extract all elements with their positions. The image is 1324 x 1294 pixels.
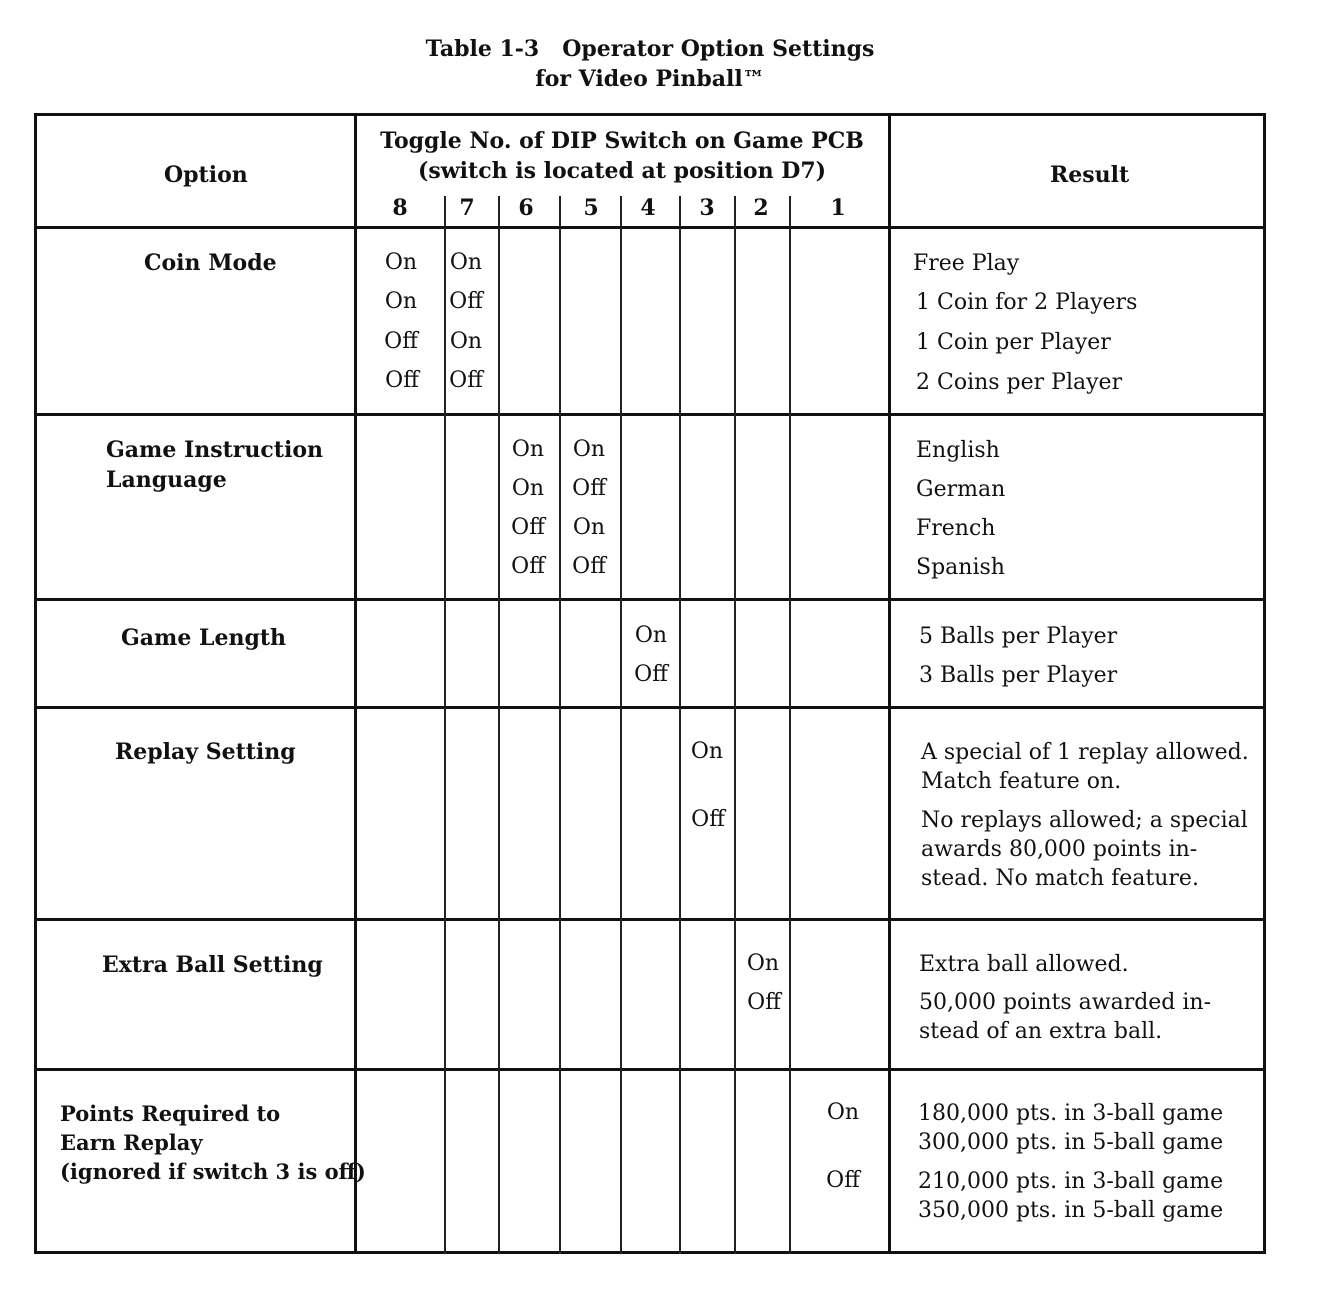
coin-s7: On	[449, 250, 483, 275]
coin-s8: On	[384, 289, 418, 314]
points-result-off	[918, 1167, 1223, 1225]
replay-s3: On	[690, 739, 724, 764]
option-line: Points Required to	[60, 1101, 281, 1126]
length-result: 3 Balls per Player	[919, 663, 1118, 688]
lang-result: English	[916, 438, 1000, 463]
lang-s5: On	[572, 437, 606, 462]
switch-divider	[444, 196, 446, 1254]
result-line: No replays allowed; a special	[921, 808, 1248, 833]
lang-result: French	[916, 516, 996, 541]
row-divider	[34, 706, 1266, 709]
switch-number-8: 8	[392, 195, 408, 221]
result-line: 350,000 pts. in 5-ball game	[918, 1198, 1224, 1223]
coin-s7: On	[449, 329, 483, 354]
option-line: Game Instruction	[106, 437, 323, 463]
coin-s8: On	[384, 250, 418, 275]
option-replay-setting: Replay Setting	[115, 739, 296, 765]
row-divider	[34, 413, 1266, 416]
switch-number-1: 1	[830, 195, 846, 221]
coin-s7: Off	[449, 289, 483, 314]
result-column-divider	[888, 113, 891, 1254]
replay-result-on	[921, 738, 1249, 796]
lang-s5: Off	[572, 554, 606, 579]
switch-number-4: 4	[640, 195, 656, 221]
row-divider	[34, 918, 1266, 921]
switch-divider	[620, 196, 622, 1254]
coin-result: Free Play	[913, 251, 1020, 276]
length-result: 5 Balls per Player	[919, 624, 1118, 649]
option-points-required	[60, 1099, 366, 1186]
result-line: stead of an extra ball.	[919, 1019, 1163, 1044]
result-line: A special of 1 replay allowed.	[921, 740, 1249, 765]
extra-result-off	[919, 988, 1211, 1046]
lang-s6: On	[511, 437, 545, 462]
coin-result: 1 Coin for 2 Players	[916, 290, 1138, 315]
table-title: Table 1-3 Operator Option Settings	[425, 36, 875, 62]
replay-result-off	[921, 806, 1248, 893]
result-line: stead. No match feature.	[921, 866, 1199, 891]
switch-divider	[789, 196, 791, 1254]
option-line: Language	[106, 467, 227, 493]
option-language	[106, 435, 323, 495]
header-result: Result	[1050, 162, 1130, 188]
header-divider	[34, 226, 1266, 229]
points-s1: On	[826, 1100, 860, 1125]
switch-divider	[734, 196, 736, 1254]
coin-result: 1 Coin per Player	[916, 330, 1111, 355]
result-line: Match feature on.	[921, 769, 1122, 794]
lang-s6: Off	[511, 554, 545, 579]
option-column-divider	[354, 113, 357, 1254]
result-line: 300,000 pts. in 5-ball game	[918, 1130, 1224, 1155]
result-line: 180,000 pts. in 3-ball game	[918, 1101, 1224, 1126]
switch-divider	[559, 196, 561, 1254]
row-divider	[34, 1068, 1266, 1071]
extra-result-on: Extra ball allowed.	[919, 952, 1129, 977]
switch-number-3: 3	[699, 195, 715, 221]
switch-number-7: 7	[459, 195, 475, 221]
switch-number-5: 5	[583, 195, 599, 221]
table-subtitle: for Video Pinball™	[535, 66, 765, 92]
row-divider	[34, 598, 1266, 601]
option-line: (ignored if switch 3 is off)	[60, 1159, 366, 1184]
result-line: 50,000 points awarded in-	[919, 990, 1212, 1015]
coin-s7: Off	[449, 368, 483, 393]
lang-s5: Off	[572, 476, 606, 501]
coin-s8: Off	[384, 329, 418, 354]
option-extra-ball: Extra Ball Setting	[102, 952, 323, 978]
switch-divider	[679, 196, 681, 1254]
option-line: Earn Replay	[60, 1130, 203, 1155]
header-option: Option	[164, 162, 248, 188]
switch-number-2: 2	[753, 195, 769, 221]
option-game-length: Game Length	[121, 625, 286, 651]
lang-s6: On	[511, 476, 545, 501]
result-line: awards 80,000 points in-	[921, 837, 1198, 862]
switch-divider	[498, 196, 500, 1254]
lang-result: Spanish	[916, 555, 1005, 580]
points-result-on	[918, 1099, 1223, 1157]
extra-s2: Off	[747, 990, 781, 1015]
option-coin-mode: Coin Mode	[144, 250, 277, 276]
lang-s5: On	[572, 515, 606, 540]
points-s1: Off	[826, 1168, 860, 1193]
lang-s6: Off	[511, 515, 545, 540]
result-line: 210,000 pts. in 3-ball game	[918, 1169, 1224, 1194]
coin-s8: Off	[385, 368, 419, 393]
header-toggle-subtitle: (switch is located at position D7)	[417, 158, 827, 184]
length-s4: On	[634, 623, 668, 648]
header-toggle-title: Toggle No. of DIP Switch on Game PCB	[380, 128, 864, 154]
length-s4: Off	[634, 662, 668, 687]
lang-result: German	[916, 477, 1006, 502]
replay-s3: Off	[691, 807, 725, 832]
switch-number-6: 6	[518, 195, 534, 221]
coin-result: 2 Coins per Player	[916, 370, 1123, 395]
extra-s2: On	[746, 951, 780, 976]
